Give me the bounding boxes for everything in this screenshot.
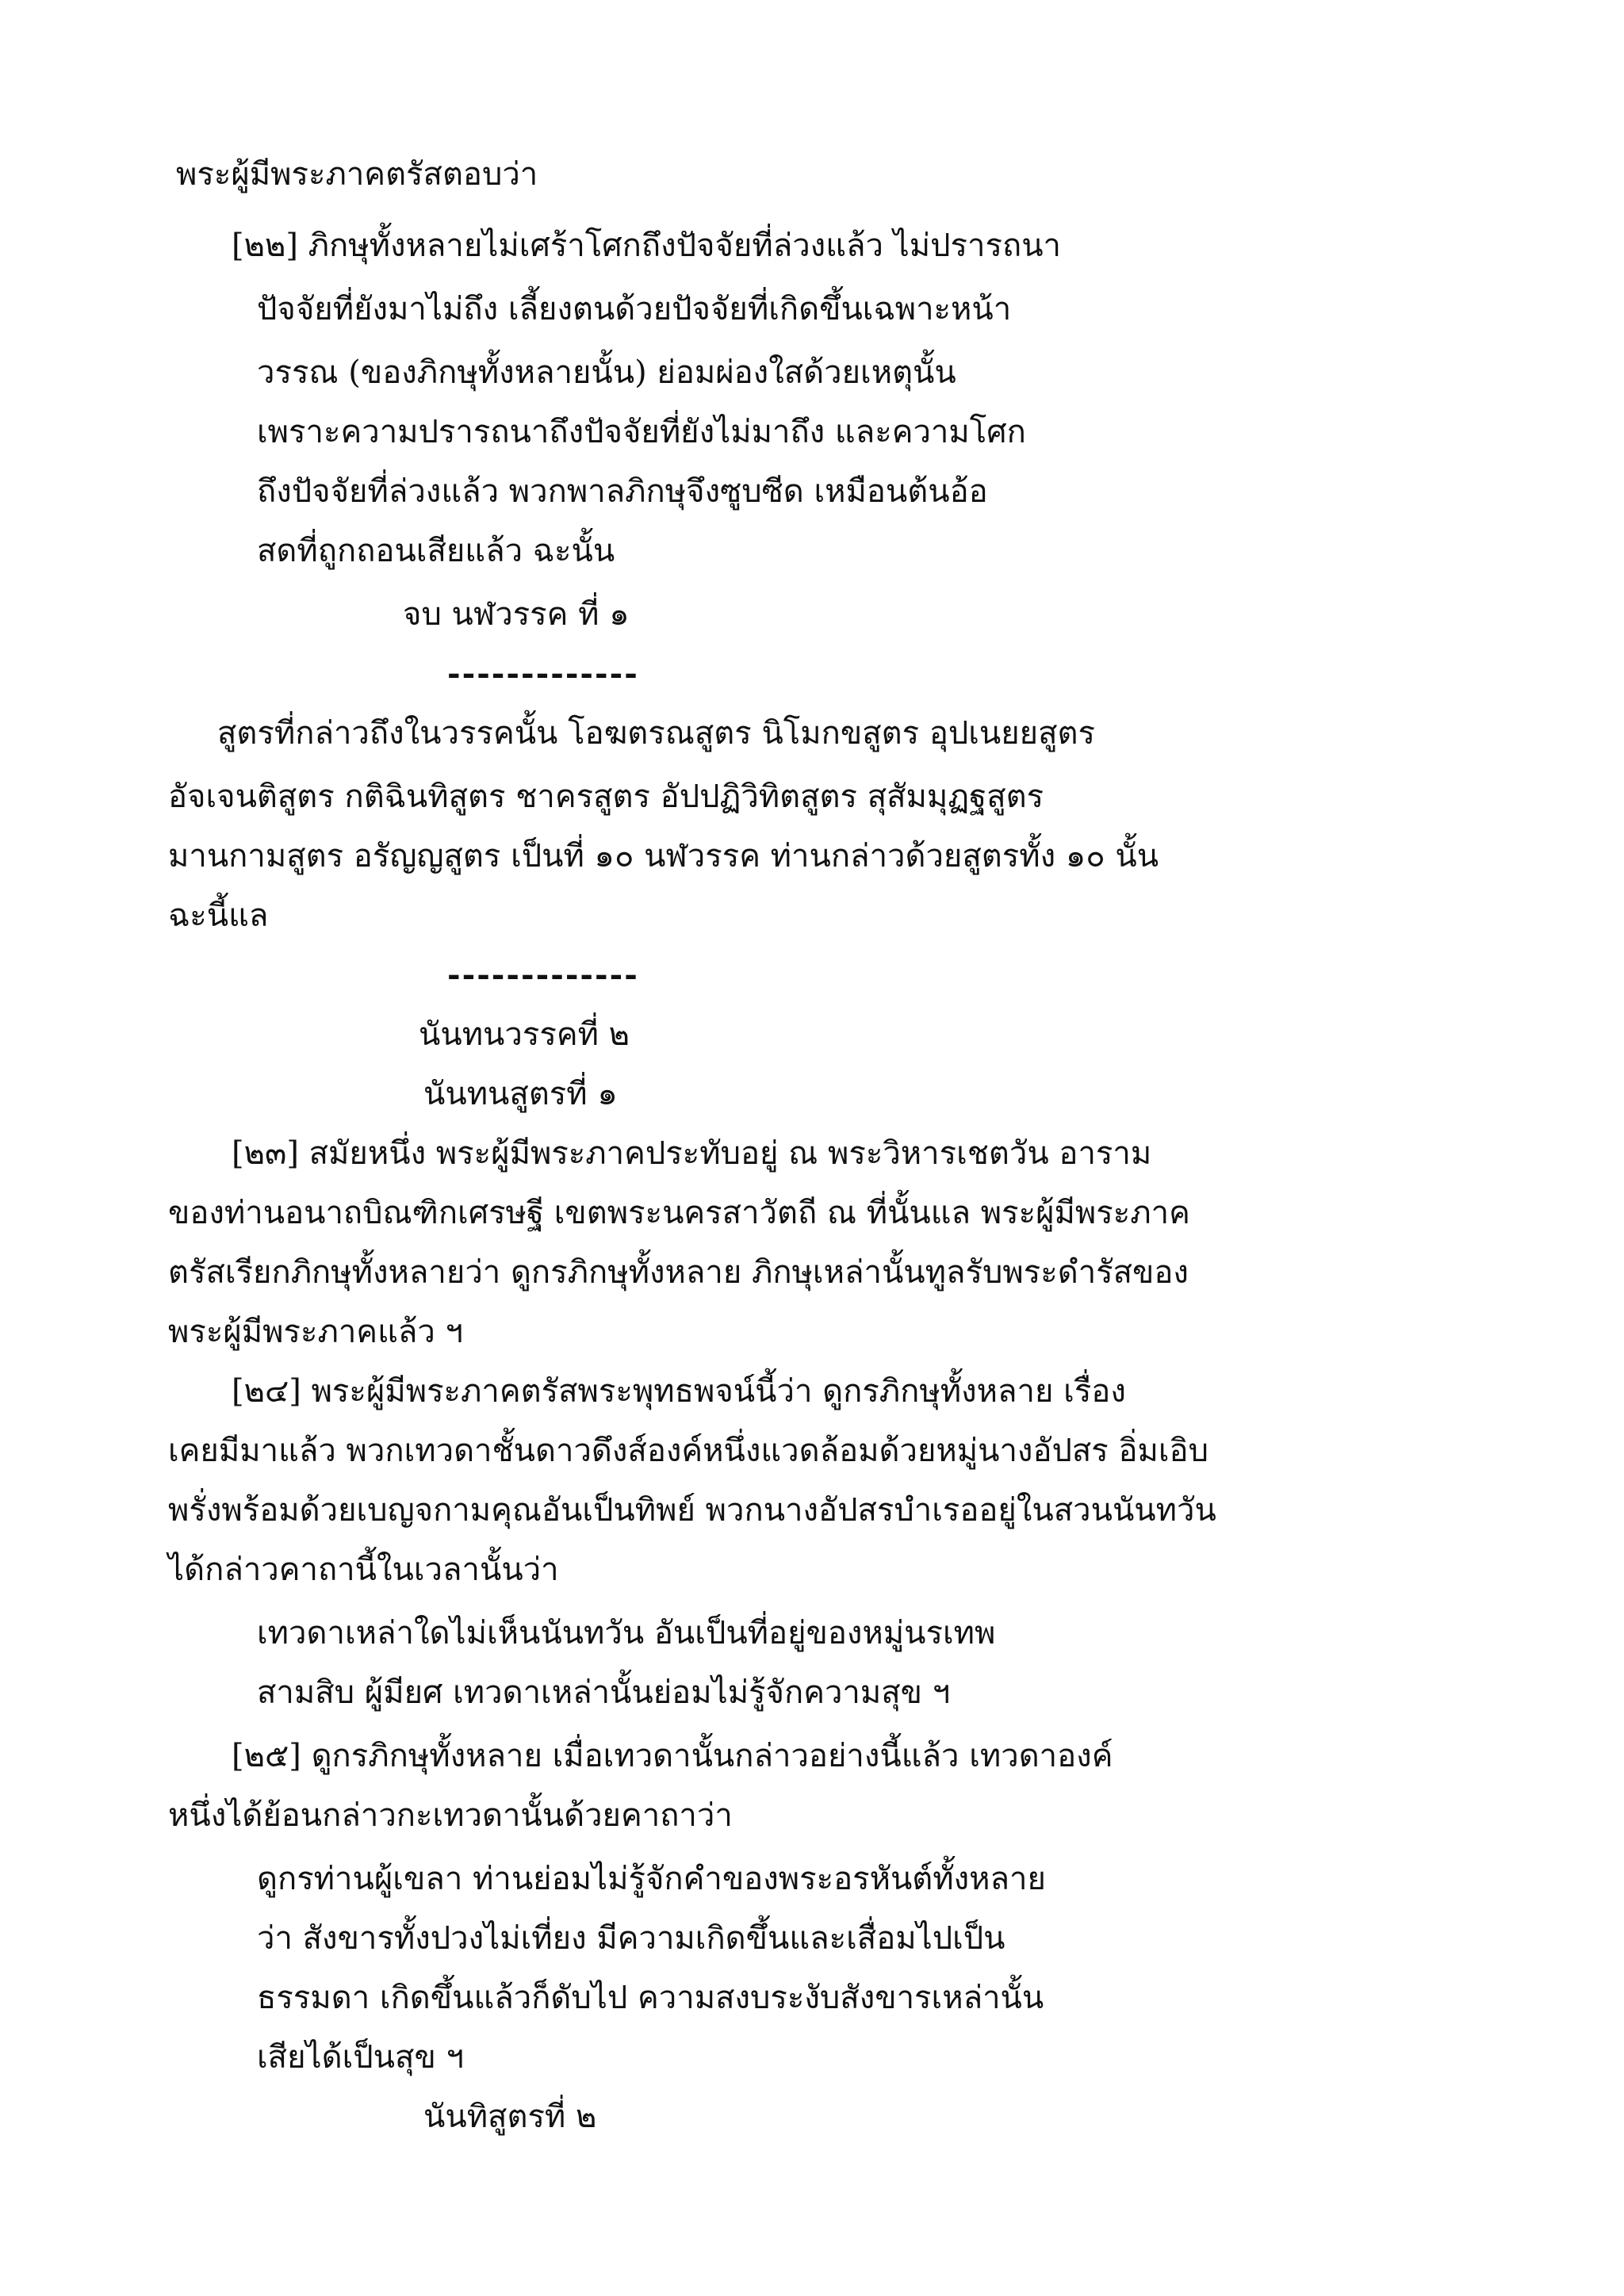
verse-24-line-2: เคยมีมาแล้ว พวกเทวดาชั้นดาวดึงส์องค์หนึ่งแวดล้อมด้วยหมู่นางอัปสร อิ่มเอิบ — [168, 1433, 1208, 1469]
sutta-title: นันทนสูตรที่ ๑ — [423, 1076, 618, 1112]
stanza-2-line-1: ดูกรท่านผู้เขลา ท่านย่อมไม่รู้จักคำของพระอรหันต์ทั้งหลาย — [257, 1861, 1046, 1897]
verse-22-line-4: เพราะความปรารถนาถึงปัจจัยที่ยังไม่มาถึง และความโศก — [257, 414, 1026, 450]
verse-25-line-2: หนึ่งได้ย้อนกล่าวกะเทวดานั้นด้วยคาถาว่า — [168, 1797, 733, 1834]
summary-line-3: มานกามสูตร อรัญญสูตร เป็นที่ ๑๐ นฬวรรค ท่านกล่าวด้วยสูตรทั้ง ๑๐ นั้น — [168, 838, 1159, 874]
stanza-2-line-3: ธรรมดา เกิดขึ้นแล้วก็ดับไป ความสงบระงับสังขารเหล่านั้น — [257, 1980, 1044, 2016]
stanza-2-line-4: เสียได้เป็นสุข ฯ — [257, 2039, 464, 2076]
chapter-end-heading: จบ นฬวรรค ที่ ๑ — [403, 596, 630, 633]
chapter-title: นันทนวรรคที่ ๒ — [419, 1016, 630, 1053]
verse-24-line-4: ได้กล่าวคาถานี้ในเวลานั้นว่า — [168, 1552, 559, 1588]
verse-22-line-2: ปัจจัยที่ยังมาไม่ถึง เลี้ยงตนด้วยปัจจัยที่เกิดขึ้นเฉพาะหน้า — [257, 291, 1012, 327]
verse-22-line-5: ถึงปัจจัยที่ล่วงแล้ว พวกพาลภิกษุจึงซูบซีด เหมือนต้นอ้อ — [257, 473, 988, 510]
verse-24-line-3: พรั่งพร้อมด้วยเบญจกามคุณอันเป็นทิพย์ พวกนางอัปสรบำเรออยู่ในสวนนันทวัน — [168, 1492, 1216, 1529]
stanza-1-line-2: สามสิบ ผู้มียศ เทวดาเหล่านั้นย่อมไม่รู้จักความสุข ฯ — [257, 1674, 951, 1711]
verse-22-line-6: สดที่ถูกถอนเสียแล้ว ฉะนั้น — [257, 533, 615, 569]
separator-rule: ------------- — [447, 655, 639, 692]
separator-rule: ------------- — [447, 956, 639, 993]
verse-22-line-1: [๒๒] ภิกษุทั้งหลายไม่เศร้าโศกถึงปัจจัยที่ล่วงแล้ว ไม่ปรารถนา — [232, 228, 1061, 264]
summary-line-1: สูตรที่กล่าวถึงในวรรคนั้น โอฆตรณสูตร นิโมกขสูตร อุปเนยยสูตร — [217, 715, 1095, 752]
next-sutta-title: นันทิสูตรที่ ๒ — [423, 2099, 597, 2135]
verse-23-line-4: พระผู้มีพระภาคแล้ว ฯ — [168, 1314, 463, 1350]
verse-22-line-3: วรรณ (ของภิกษุทั้งหลายนั้น) ย่อมผ่องใสด้วยเหตุนั้น — [257, 354, 956, 391]
stanza-1-line-1: เทวดาเหล่าใดไม่เห็นนันทวัน อันเป็นที่อยู่ของหมู่นรเทพ — [257, 1615, 996, 1651]
verse-24-line-1: [๒๔] พระผู้มีพระภาคตรัสพระพุทธพจน์นี้ว่า ดูกรภิกษุทั้งหลาย เรื่อง — [232, 1373, 1126, 1410]
summary-line-2: อัจเจนติสูตร กติฉินทิสูตร ชาครสูตร อัปปฏิวิทิตสูตร สุสัมมุฏฐสูตร — [168, 779, 1044, 815]
stanza-2-line-2: ว่า สังขารทั้งปวงไม่เที่ยง มีความเกิดขึ้นและเสื่อมไปเป็น — [257, 1920, 1005, 1957]
verse-23-line-3: ตรัสเรียกภิกษุทั้งหลายว่า ดูกรภิกษุทั้งหลาย ภิกษุเหล่านั้นทูลรับพระดำรัสของ — [168, 1254, 1189, 1291]
speaker-line: พระผู้มีพระภาคตรัสตอบว่า — [176, 156, 538, 193]
summary-line-4: ฉะนี้แล — [168, 897, 269, 934]
verse-23-line-2: ของท่านอนาถบิณฑิกเศรษฐี เขตพระนครสาวัตถี ณ ที่นั้นแล พระผู้มีพระภาค — [168, 1195, 1190, 1231]
verse-23-line-1: [๒๓] สมัยหนึ่ง พระผู้มีพระภาคประทับอยู่ ณ พระวิหารเชตวัน อาราม — [232, 1135, 1152, 1172]
verse-25-line-1: [๒๕] ดูกรภิกษุทั้งหลาย เมื่อเทวดานั้นกล่าวอย่างนี้แล้ว เทวดาองค์ — [232, 1738, 1113, 1774]
